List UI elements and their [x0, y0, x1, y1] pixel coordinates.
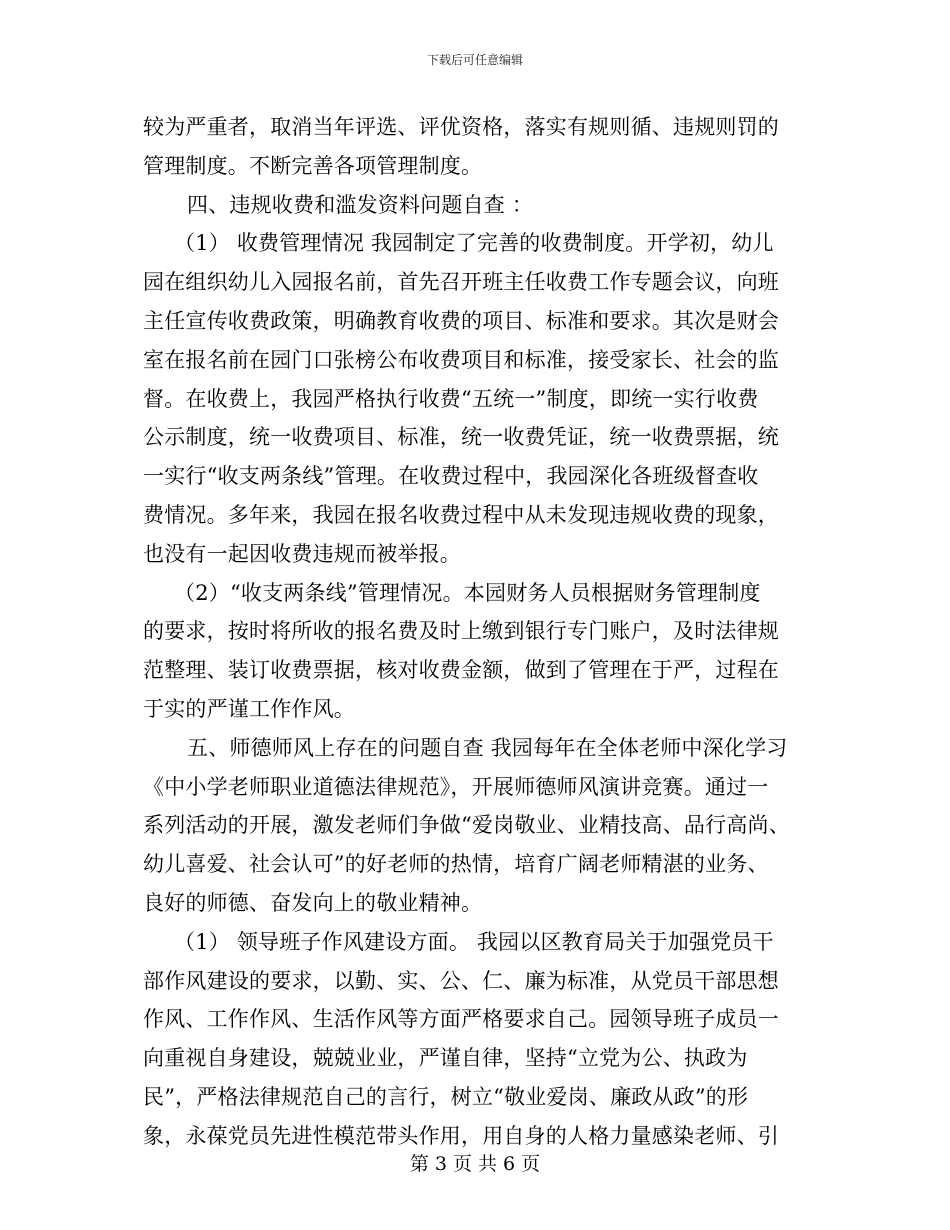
text-line: 的要求，按时将所收的报名费及时上缴到银行专门账户，及时法律规 — [143, 619, 779, 644]
section-heading: 五、师德师风上存在的问题自查 我园每年在全体老师中深化学习 — [187, 735, 788, 760]
text-line: 良好的师德、奋发向上的敬业精神。 — [143, 890, 483, 915]
text-line: 园在组织幼儿入园报名前，首先召开班主任收费工作专题会议，向班 — [143, 270, 779, 295]
text-line: 《中小学老师职业道德法律规范》，开展师德师风演讲竞赛。通过一 — [143, 774, 769, 799]
text-line: （1） 收费管理情况 我园制定了完善的收费制度。开学初，幼儿 — [174, 231, 774, 256]
section-heading: 四、违规收费和滥发资料问题自查 ： — [187, 192, 534, 217]
text-line: 系列活动的开展，激发老师们争做“爱岗敬业、业精技高、品行高尚、 — [143, 813, 790, 838]
text-line: 管理制度。不断完善各项管理制度。 — [143, 153, 483, 178]
text-line: 公示制度，统一收费项目、标准，统一收费凭证，统一收费票据，统 — [143, 425, 779, 450]
text-line: 部作风建设的要求，以勤、实、公、仁、廉为标准，从党员干部思想 — [143, 968, 779, 993]
text-line: 于实的严谨工作作风。 — [143, 696, 355, 721]
text-line: 向重视自身建设，兢兢业业，严谨自律，坚持“立党为公、执政为 — [143, 1046, 748, 1071]
text-line: 作风、工作作风、生活作风等方面严格要求自己。园领导班子成员一 — [143, 1007, 779, 1032]
text-line: 范整理、装订收费票据，核对收费金额，做到了管理在于严，过程在 — [143, 658, 779, 683]
text-line: 费情况。多年来，我园在报名收费过程中从未发现违规收费的现象， — [143, 502, 779, 527]
page-number: 第 3 页 共 6 页 — [409, 1153, 541, 1175]
text-line: 一实行“收支两条线”管理。在收费过程中，我园深化各班级督查收 — [143, 464, 759, 489]
text-line: 督。在收费上，我园严格执行收费“五统一”制度，即统一实行收费 — [143, 386, 759, 411]
document-body — [143, 108, 803, 1156]
text-line: （2）“收支两条线”管理情况。本园财务人员根据财务管理制度 — [174, 580, 761, 605]
text-line: 也没有一起因收费违规而被举报。 — [143, 541, 461, 566]
text-line: 民”，严格法律规范自己的言行，树立“敬业爱岗、廉政从政”的形 — [143, 1084, 749, 1109]
text-line: 幼儿喜爱、社会认可”的好老师的热情，培育广阔老师精湛的业务、 — [143, 852, 769, 877]
page-header-note: 下载后可任意编辑 — [426, 53, 523, 67]
text-line: （1） 领导班子作风建设方面。 我园以区教育局关于加强党员干 — [174, 929, 774, 954]
text-line: 主任宣传收费政策，明确教育收费的项目、标准和要求。其次是财会 — [143, 308, 779, 333]
text-line: 象，永葆党员先进性模范带头作用，用自身的人格力量感染老师、引 — [143, 1123, 779, 1148]
text-line: 室在报名前在园门口张榜公布收费项目和标准，接受家长、社会的监 — [143, 347, 779, 372]
text-line: 较为严重者，取消当年评选、评优资格，落实有规则循、违规则罚的 — [143, 115, 779, 139]
